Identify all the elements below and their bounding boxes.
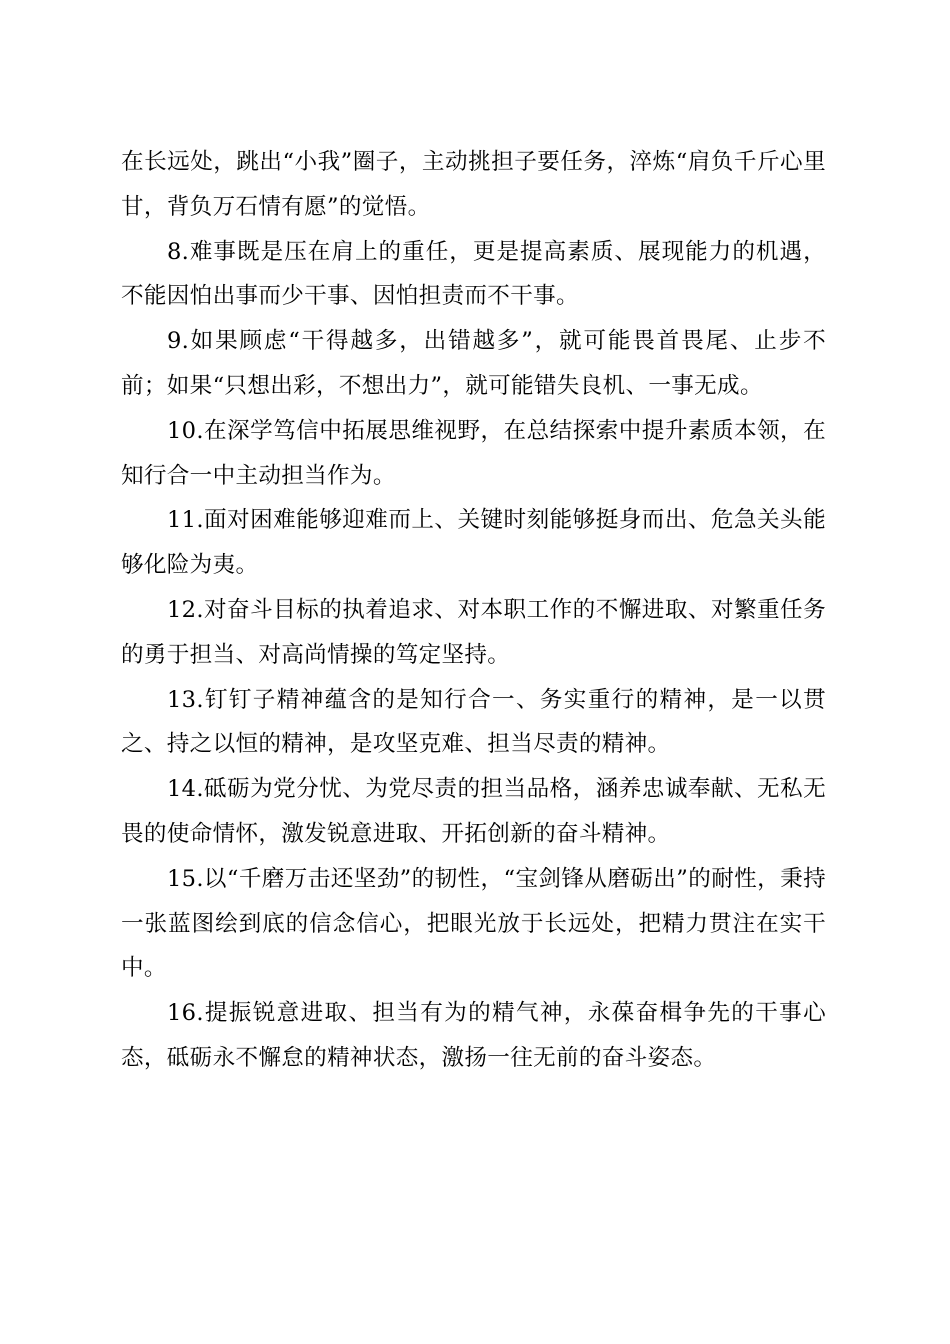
paragraph-item-15: 15.以“千磨万击还坚劲”的韧性，“宝剑锋从磨砺出”的耐性，秉持一张蓝图绘到底的信念信心，把眼光放于长远处，把精力贯注在实干中。 — [121, 865, 826, 982]
paragraph-item-8: 8.难事既是压在肩上的重任，更是提高素质、展现能力的机遇，不能因怕出事而少干事、因怕担责而不干事。 — [121, 238, 826, 310]
paragraph-continuation: 在长远处，跳出“小我”圈子，主动挑担子要任务，淬炼“肩负千斤心里甘，背负万石情有愿”的觉悟。 — [121, 149, 826, 220]
paragraph-item-13: 13.钉钉子精神蕴含的是知行合一、务实重行的精神，是一以贯之、持之以恒的精神，是攻坚克难、担当尽责的精神。 — [121, 686, 826, 758]
paragraph-item-11: 11.面对困难能够迎难而上、关键时刻能够挺身而出、危急关头能够化险为夷。 — [121, 507, 826, 579]
paragraph-item-12: 12.对奋斗目标的执着追求、对本职工作的不懈进取、对繁重任务的勇于担当、对高尚情操的笃定坚持。 — [121, 596, 826, 668]
paragraph-item-14: 14.砥砺为党分忧、为党尽责的担当品格，涵养忠诚奉献、无私无畏的使命情怀，激发锐意进取、开拓创新的奋斗精神。 — [121, 776, 826, 847]
paragraph-item-10: 10.在深学笃信中拓展思维视野，在总结探索中提升素质本领，在知行合一中主动担当作为。 — [121, 417, 826, 489]
paragraph-item-16: 16.提振锐意进取、担当有为的精气神，永葆奋楫争先的干事心态，砥砺永不懈怠的精神状态，激扬一往无前的奋斗姿态。 — [121, 1000, 826, 1071]
document-body — [121, 140, 826, 1081]
paragraph-item-9: 9.如果顾虑“干得越多，出错越多”，就可能畏首畏尾、止步不前；如果“只想出彩，不想出力”，就可能错失良机、一事无成。 — [121, 328, 826, 399]
